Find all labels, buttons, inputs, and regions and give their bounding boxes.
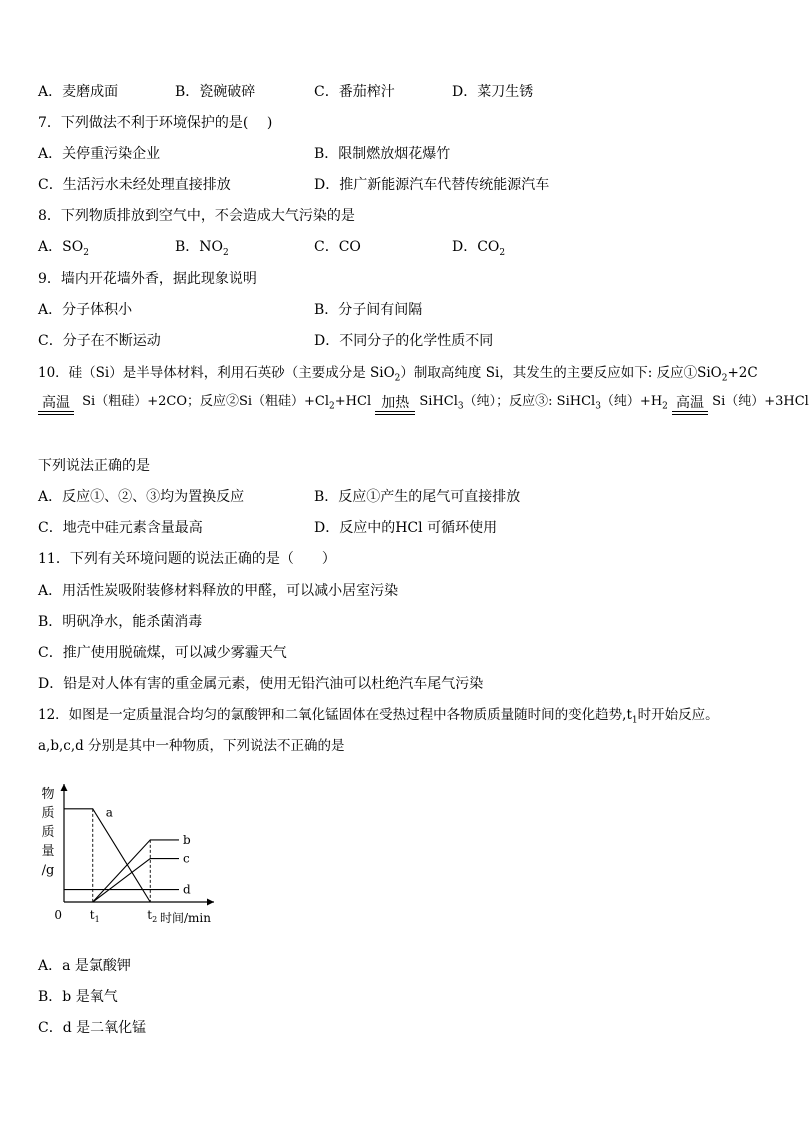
- q7-option-a: A．关停重污染企业: [38, 146, 161, 162]
- condition-heat: 加热: [375, 395, 415, 415]
- q11-option-b: B．明矾净水，能杀菌消毒: [38, 614, 203, 630]
- q9-option-c: C．分子在不断运动: [38, 333, 161, 349]
- q6-option-b: B．瓷碗破碎: [175, 84, 256, 100]
- q12-stem: 12．如图是一定质量混合均匀的氯酸钾和二氧化锰固体在受热过程中各物质质量随时间的变化趋势$,t_1$时开始反应。: [38, 707, 719, 726]
- q7-option-b: B．限制燃放烟花爆竹: [314, 146, 451, 162]
- series-label-c: c: [183, 851, 190, 866]
- q7-stem: 7．下列做法不利于环境保护的是( ): [38, 115, 273, 131]
- q7-option-d: D．推广新能源汽车代替传统能源汽车: [314, 177, 550, 193]
- x-tick-t2: $t_2$: [147, 908, 158, 924]
- q12-option-c: C．d 是二氧化锰: [38, 1020, 147, 1036]
- origin-label: 0: [54, 908, 62, 922]
- q12-option-b: B．b 是氧气: [38, 989, 118, 1005]
- series-line-a: [64, 809, 150, 902]
- q10-prompt: 下列说法正确的是: [38, 458, 150, 474]
- condition-high-temp-2: 高温: [672, 395, 708, 415]
- mass-time-chart: [38, 776, 228, 932]
- series-label-d: d: [183, 882, 191, 897]
- q6-option-d: D．菜刀生锈: [452, 84, 534, 100]
- q11-option-d: D．铅是对人体有害的重金属元素，使用无铅汽油可以杜绝汽车尾气污染: [38, 676, 484, 692]
- svg-text:物质质量/g: 物质质量/g: [41, 787, 55, 878]
- q10-option-a: A．反应①、②、③均为置换反应: [38, 489, 245, 505]
- plot-area: [64, 806, 191, 924]
- q11-option-a: A．用活性炭吸附装修材料释放的甲醛，可以减小居室污染: [38, 583, 399, 599]
- x-tick-t1: $t_1$: [89, 908, 100, 924]
- q9-option-a: A．分子体积小: [38, 302, 133, 318]
- series-label-a: a: [105, 805, 113, 820]
- q7-option-c: C．生活污水未经处理直接排放: [38, 177, 231, 193]
- q11-stem: 11．下列有关环境问题的说法正确的是（ ）: [38, 551, 336, 567]
- q6-option-c: C．番茄榨汁: [314, 84, 395, 100]
- q11-option-c: C．推广使用脱硫煤，可以减少雾霾天气: [38, 645, 287, 661]
- q9-stem: 9．墙内开花墙外香，据此现象说明: [38, 271, 257, 287]
- q9-option-d: D．不同分子的化学性质不同: [314, 333, 494, 349]
- q10-option-c: C．地壳中硅元素含量最高: [38, 520, 203, 536]
- q8-option-b: B．$NO_2$: [175, 239, 229, 258]
- series-line-c: [93, 859, 179, 902]
- condition-high-temp-1: 高温: [38, 395, 74, 415]
- q12-option-a: A．a 是氯酸钾: [38, 958, 131, 974]
- q8-option-d: D．$CO_2$: [452, 239, 506, 258]
- q10-option-d: D．反应中的HCl 可循环使用: [314, 520, 498, 536]
- q10-option-b: B．反应①产生的尾气可直接排放: [314, 489, 521, 505]
- q10-stem: 10．硅（Si）是半导体材料，利用石英砂（主要成分是 SiO$_2$）制取高纯度 Si，其发生的主要反应如下: 反应①SiO$_2$+2C: [38, 365, 758, 384]
- q8-option-a: A．$SO_2$: [38, 239, 89, 258]
- q9-option-b: B．分子间有间隔: [314, 302, 423, 318]
- q8-stem: 8．下列物质排放到空气中，不会造成大气污染的是: [38, 208, 355, 224]
- y-axis-label: [41, 786, 54, 878]
- x-axis-label: 时间/min: [160, 911, 211, 925]
- series-label-b: b: [183, 832, 191, 847]
- q8-option-c: C．CO: [314, 239, 361, 255]
- q6-option-a: A．麦磨成面: [38, 84, 119, 100]
- q10-equations: 高温 Si（粗硅）+2CO；反应②Si（粗硅）$+Cl_2+HCl$ 加热 SiHCl$_3$（纯）；反应③: SiHCl$_3$（纯）$+H_2$ 高温 Si（纯）+3HCl: [38, 394, 809, 415]
- q12-stem-line2: a,b,c,d 分别是其中一种物质，下列说法不正确的是: [38, 738, 345, 754]
